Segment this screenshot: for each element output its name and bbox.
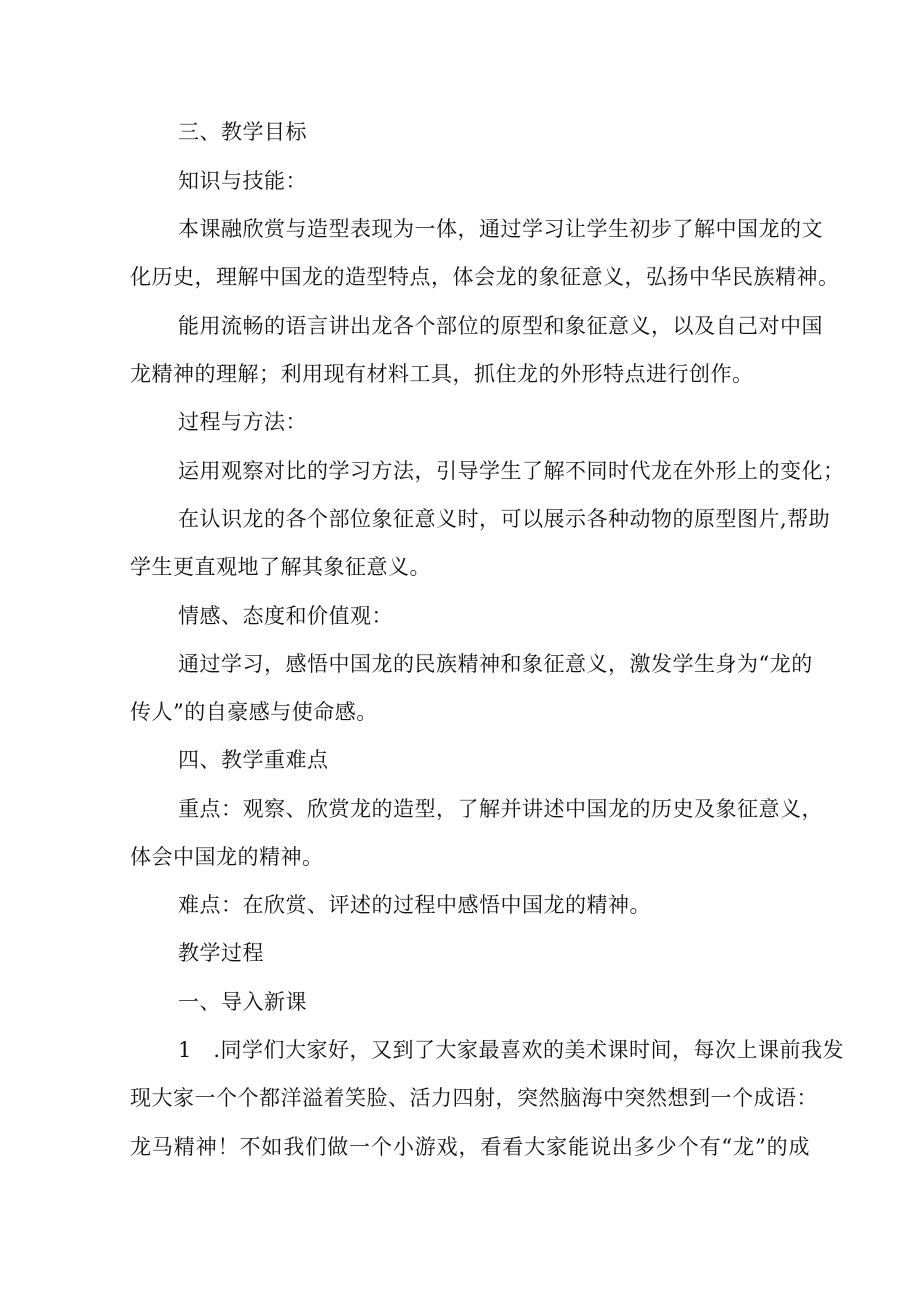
paragraph-line: 现大家一个个都洋溢着笑脸、活力四射，突然脑海中突然想到一个成语： — [130, 1086, 818, 1110]
paragraph-line: 运用观察对比的学习方法，引导学生了解不同时代龙在外形上的变化； — [178, 459, 845, 483]
paragraph-line: 难点：在欣赏、评述的过程中感悟中国龙的精神。 — [178, 893, 651, 917]
section-heading-teaching-process: 教学过程 — [178, 941, 264, 965]
subheading-knowledge-skills: 知识与技能： — [178, 169, 307, 193]
subheading-process-method: 过程与方法： — [178, 410, 307, 434]
paragraph-line: 龙精神的理解；利用现有材料工具，抓住龙的外形特点进行创作。 — [130, 362, 754, 386]
paragraph-line: 通过学习，感悟中国龙的民族精神和象征意义，激发学生身为“龙的 — [178, 652, 813, 676]
paragraph-line: 重点：观察、欣赏龙的造型，了解并讲述中国龙的历史及象征意义， — [178, 797, 823, 821]
section-heading-introduction: 一、导入新课 — [178, 990, 307, 1014]
paragraph-line: 龙马精神！不如我们做一个小游戏，看看大家能说出多少个有“龙”的成 — [130, 1135, 810, 1159]
subheading-emotion-values: 情感、态度和价值观： — [178, 604, 393, 628]
paragraph-line: 传人”的自豪感与使命感。 — [130, 700, 378, 724]
paragraph-line: 在认识龙的各个部位象征意义时，可以展示各种动物的原型图片,帮助 — [178, 507, 831, 531]
section-heading-key-points: 四、教学重难点 — [178, 748, 329, 772]
paragraph-line: 1 .同学们大家好，又到了大家最喜欢的美术课时间，每次上课前我发 — [178, 1038, 845, 1062]
paragraph-line: 能用流畅的语言讲出龙各个部位的原型和象征意义，以及自己对中国 — [178, 314, 823, 338]
paragraph-line: 体会中国龙的精神。 — [130, 845, 324, 869]
paragraph-line: 学生更直观地了解其象征意义。 — [130, 555, 431, 579]
paragraph-line: 本课融欣赏与造型表现为一体，通过学习让学生初步了解中国龙的文 — [178, 217, 823, 241]
section-heading-objectives: 三、教学目标 — [178, 120, 307, 144]
paragraph-line: 化历史，理解中国龙的造型特点，体会龙的象征意义，弘扬中华民族精神。 — [130, 265, 840, 289]
